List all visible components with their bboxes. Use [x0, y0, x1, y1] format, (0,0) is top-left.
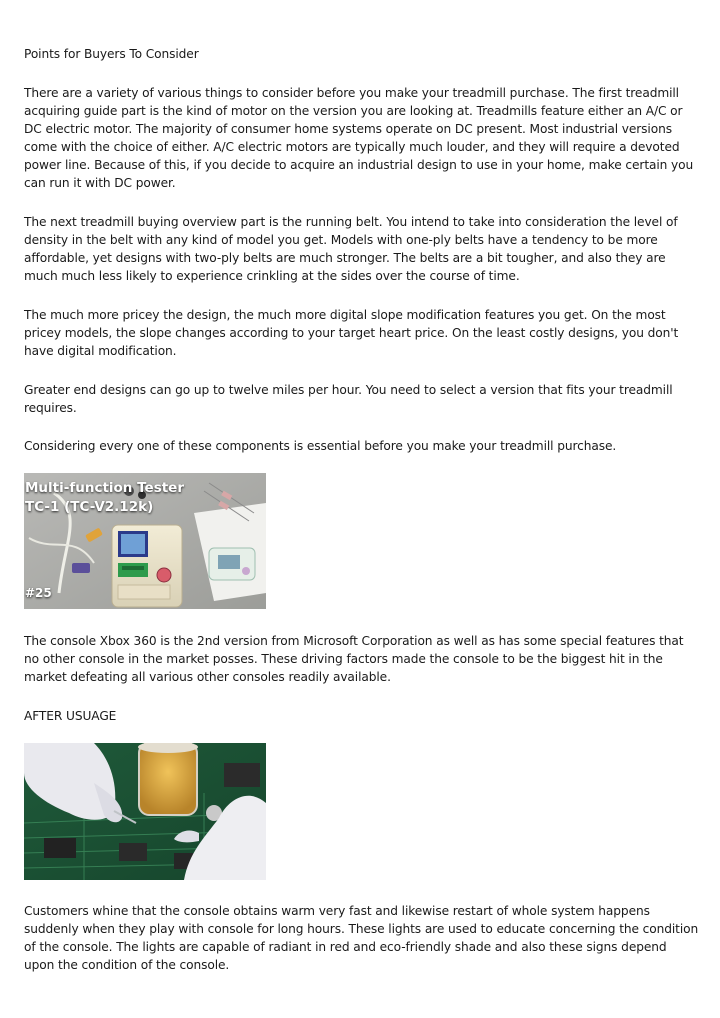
tester-photo: [24, 473, 266, 609]
paragraph-summary: Considering every one of these components is essential before you make your treadmill purchase.: [24, 439, 617, 453]
section-heading: Points for Buyers To Consider: [24, 47, 199, 61]
subheading-after-usage: AFTER USUAGE: [24, 709, 117, 723]
paragraph-slope: The much more pricey the design, the much more digital slope modification features you get. On the most pricey models, the slope changes according to your target heart price. On the least costly designs, you don't have digital modification.: [24, 308, 679, 358]
paragraph-belt: The next treadmill buying overview part is the running belt. You intend to take into consideration the level of density in the belt with any kind of model you get. Models with one-ply belts have a tendency to be more affordable, yet designs with two-ply belts are much stronger. The belts are a bit tougher, and also they are much much less likely to experience crinkling at the sides over the course of time.: [24, 215, 678, 283]
paragraph-console-heat: Customers whine that the console obtains warm very fast and likewise restart of whole system happens suddenly when they play with console for long hours. These lights are used to educate concerning the condition of the console. The lights are capable of radiant in red and eco-friendly shade and also these signs depend upon the condition of the console.: [24, 904, 699, 972]
photo-title-line2: TC-1 (TC-V2.12k): [25, 499, 154, 515]
paragraph-speed: Greater end designs can go up to twelve miles per hour. You need to select a version that fits your treadmill requires.: [24, 383, 673, 415]
photo-title-line1: Multi-function Tester: [25, 480, 184, 496]
photo-tag: #25: [25, 586, 52, 600]
paragraph-motor: There are a variety of various things to consider before you make your treadmill purchase. The first treadmill acquiring guide part is the kind of motor on the version you are looking at. Treadmills feature either an A/C or DC electric motor. The majority of consumer home systems operate on DC present. Most industrial versions come with the choice of either. A/C electric motors are typically much louder, and they will require a devoted power line. Because of this, if you decide to acquire an industrial design to use in your home, make certain you can run it with DC power.: [24, 86, 694, 190]
circuit-board-photo: [24, 743, 266, 880]
paragraph-xbox: The console Xbox 360 is the 2nd version from Microsoft Corporation as well as has some special features that no other console in the market posses. These driving factors made the console to be the biggest hit in the market defeating all various other consoles readily available.: [24, 634, 684, 684]
